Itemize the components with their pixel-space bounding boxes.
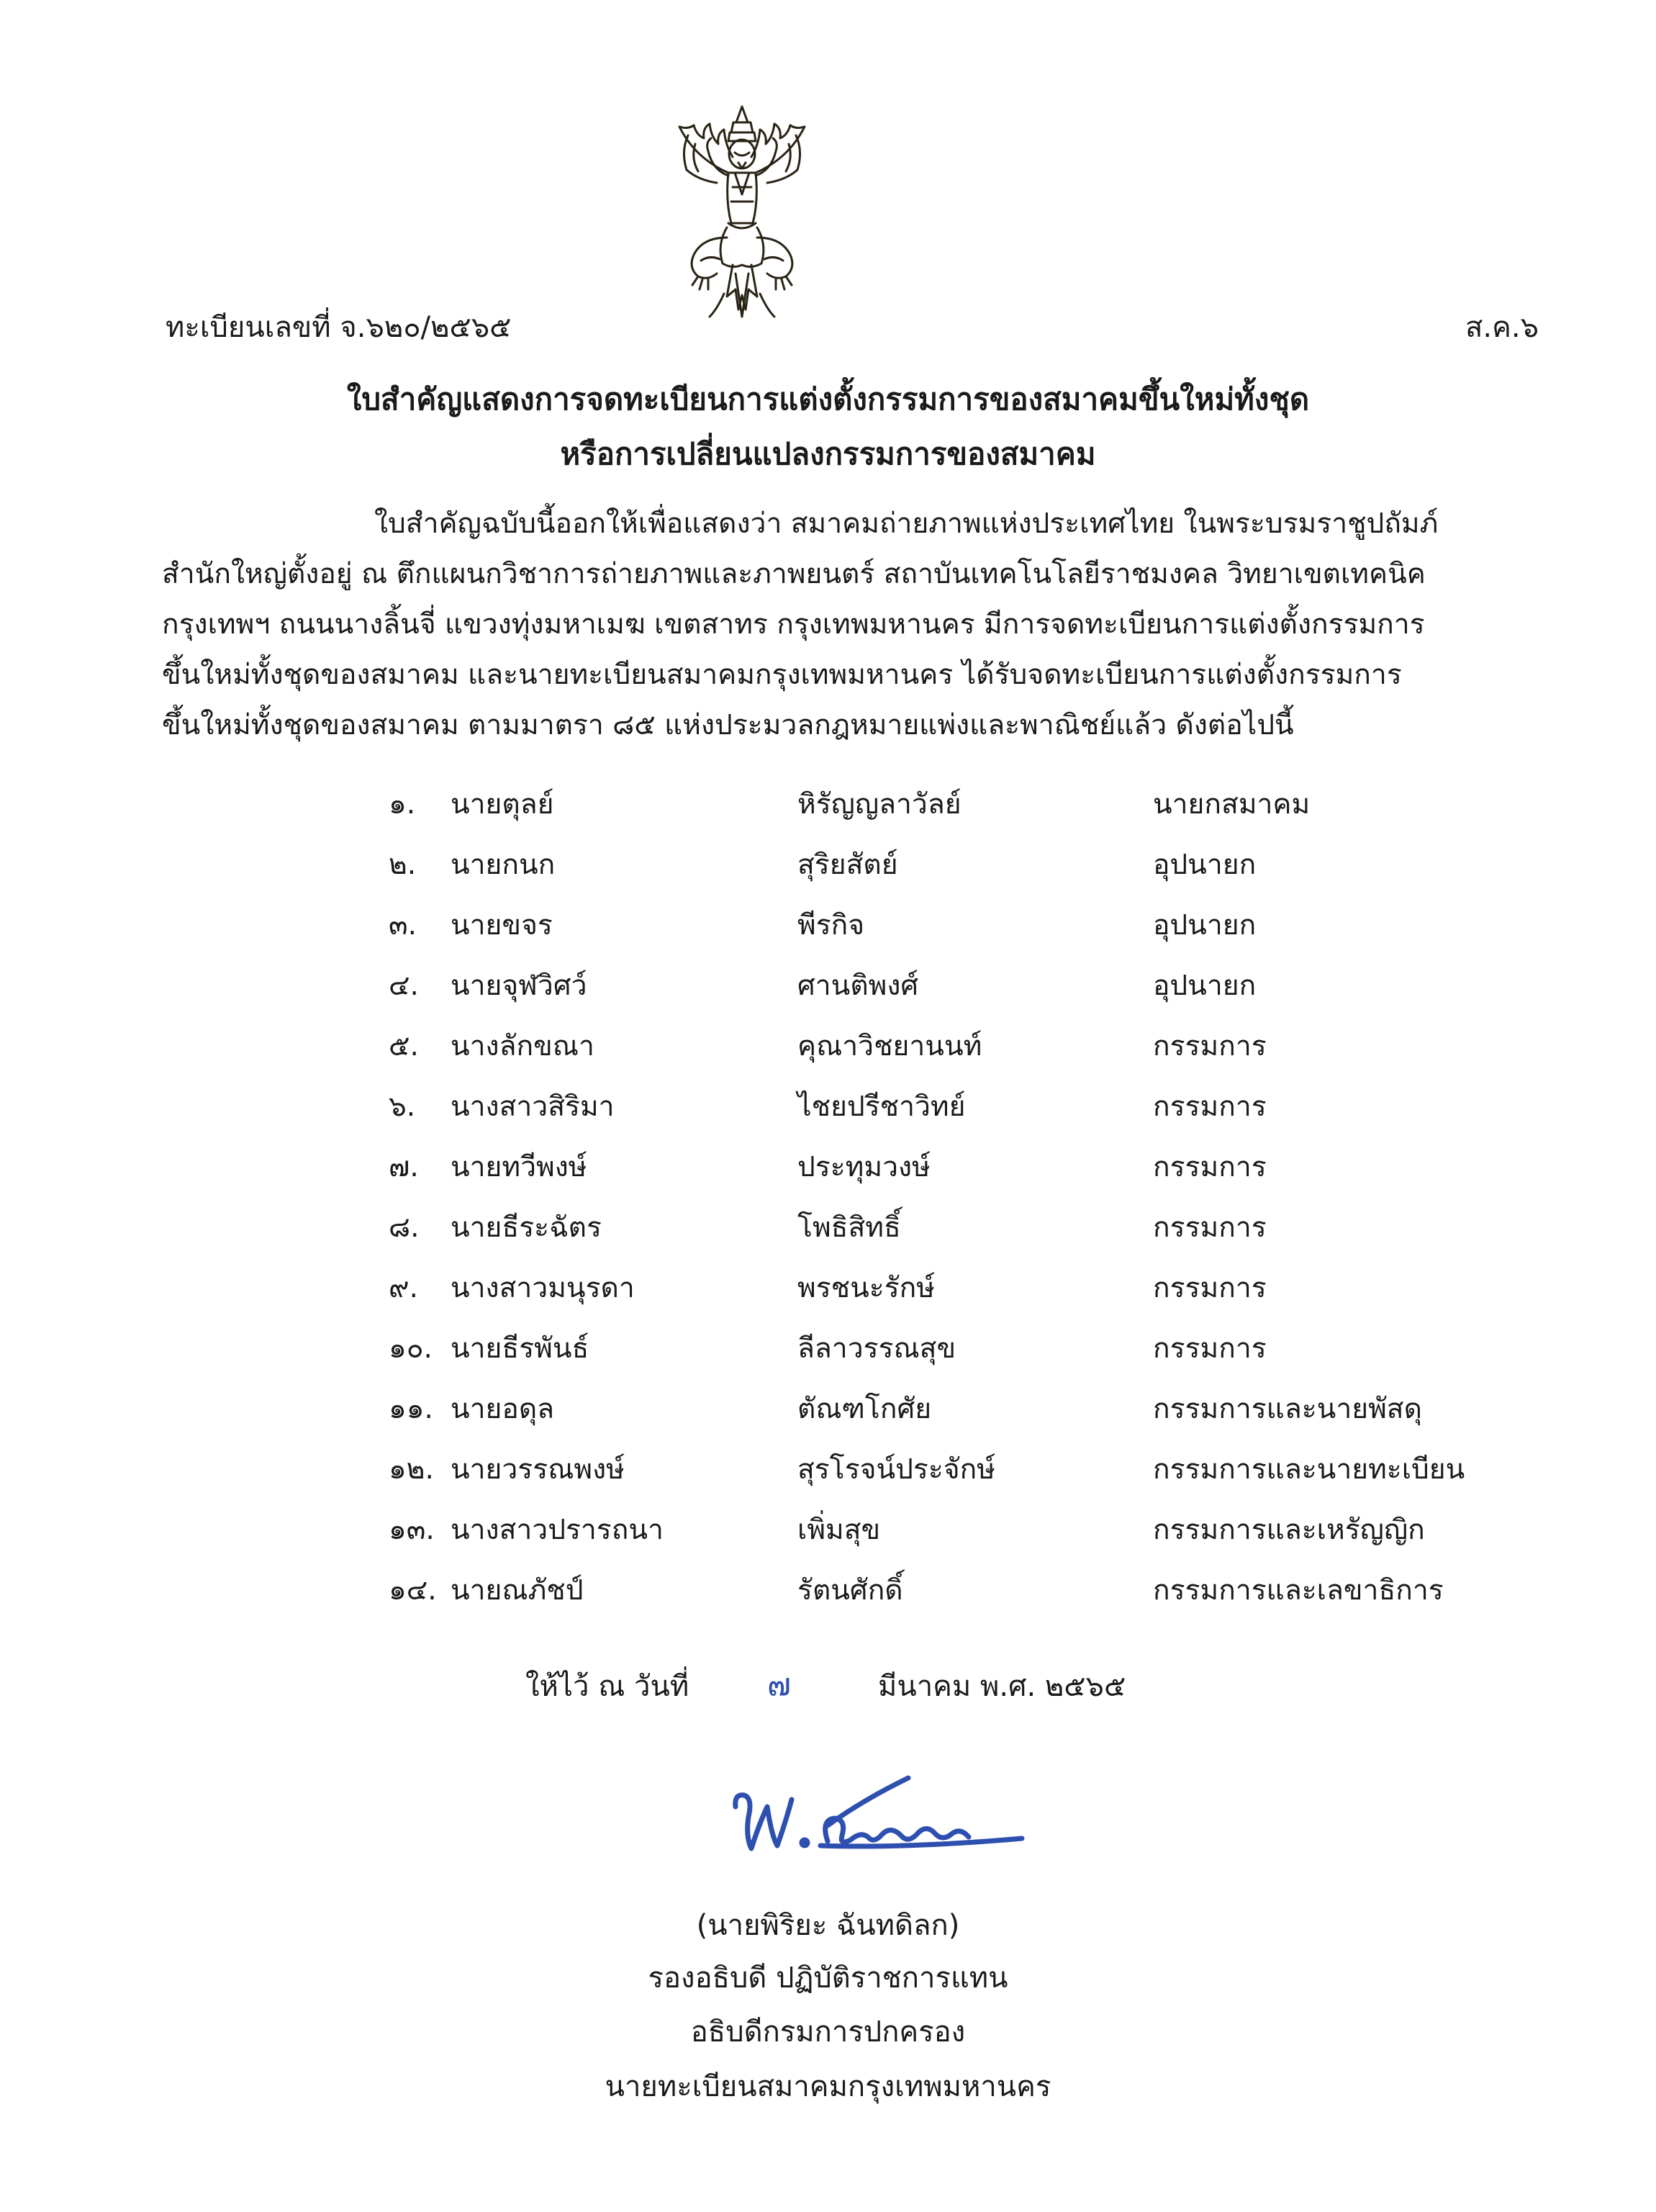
member-last-name: เพิ่มสุข <box>797 1514 881 1546</box>
member-row <box>0 1568 1656 1611</box>
member-number: ๕. <box>389 1030 419 1062</box>
member-first-name: นายอดุล <box>451 1393 555 1425</box>
form-code: ส.ค.๖ <box>1465 311 1539 344</box>
signer-title-1: รองอธิบดี ปฏิบัติราชการแทน <box>648 1962 1008 1995</box>
document-title-line-2: หรือการเปลี่ยนแปลงกรรมการของสมาคม <box>560 436 1096 471</box>
member-first-name: นายตุลย์ <box>451 788 554 821</box>
signer-title-3: นายทะเบียนสมาคมกรุงเทพมหานคร <box>605 2070 1051 2103</box>
member-number: ๑๑. <box>389 1393 433 1425</box>
member-position: อุปนายก <box>1153 909 1257 942</box>
member-row <box>0 1145 1656 1188</box>
member-row <box>0 1265 1656 1309</box>
member-first-name: นางสาวปรารถนา <box>451 1514 664 1546</box>
member-number: ๑๔. <box>389 1574 437 1607</box>
member-position: กรรมการ <box>1153 1272 1267 1304</box>
member-position: กรรมการ <box>1153 1211 1267 1244</box>
member-first-name: นายทวีพงษ์ <box>451 1151 587 1183</box>
body-line-3: กรุงเทพฯ ถนนนางลิ้นจี่ แขวงทุ่งมหาเมฆ เขตสาทร กรุงเทพมหานคร มีการจดทะเบียนการแต่งตั้งกรรมการ <box>162 608 1425 641</box>
member-first-name: นายณภัชป์ <box>451 1574 584 1607</box>
member-last-name: ไชยปรีชาวิทย์ <box>797 1091 966 1123</box>
member-number: ๑๒. <box>389 1453 434 1486</box>
member-row <box>0 1024 1656 1067</box>
member-number: ๘. <box>389 1211 420 1244</box>
issue-month-year: มีนาคม พ.ศ. ๒๕๖๕ <box>878 1670 1126 1703</box>
member-position: นายกสมาคม <box>1153 788 1311 821</box>
member-row <box>0 1326 1656 1369</box>
body-line-2: สำนักใหญ่ตั้งอยู่ ณ ตึกแผนกวิชาการถ่ายภาพและภาพยนตร์ สถาบันเทคโนโลยีราชมงคล วิทยาเขตเทคนิค <box>162 558 1426 590</box>
member-first-name: นายธีระฉัตร <box>451 1211 602 1244</box>
member-number: ๖. <box>389 1091 416 1123</box>
member-number: ๒. <box>389 849 417 881</box>
body-line-4: ขึ้นใหม่ทั้งชุดของสมาคม และนายทะเบียนสมาคมกรุงเทพมหานคร ได้รับจดทะเบียนการแต่งตั้งกรรมการ <box>162 659 1402 691</box>
member-number: ๙. <box>389 1272 418 1304</box>
member-row <box>0 842 1656 885</box>
document-title-line-1: ใบสำคัญแสดงการจดทะเบียนการแต่งตั้งกรรมการของสมาคมขึ้นใหม่ทั้งชุด <box>346 382 1310 417</box>
signer-title-2: อธิบดีกรมการปกครอง <box>690 2015 966 2049</box>
issue-date-prefix: ให้ไว้ ณ วันที่ <box>525 1670 689 1703</box>
member-number: ๑๐. <box>389 1332 433 1365</box>
member-row <box>0 782 1656 825</box>
member-position: กรรมการและเหรัญญิก <box>1153 1514 1425 1546</box>
member-position: กรรมการและเลขาธิการ <box>1153 1574 1444 1607</box>
member-number: ๑๓. <box>389 1514 435 1546</box>
member-position: กรรมการ <box>1153 1151 1267 1183</box>
member-row <box>0 963 1656 1006</box>
issue-day: ๗ <box>767 1666 792 1703</box>
registration-number: ทะเบียนเลขที่ จ.๖๒๐/๒๕๖๕ <box>166 311 512 344</box>
member-last-name: สุรโรจน์ประจักษ์ <box>797 1453 995 1486</box>
signer-name: (นายพิริยะ ฉันทดิลก) <box>696 1909 960 1942</box>
member-last-name: โพธิสิทธิ์ <box>797 1211 901 1244</box>
member-position: อุปนายก <box>1153 970 1257 1002</box>
member-number: ๑. <box>389 788 416 821</box>
member-last-name: ประทุมวงษ์ <box>797 1151 931 1183</box>
body-line-1: ใบสำคัญฉบับนี้ออกให้เพื่อแสดงว่า สมาคมถ่ายภาพแห่งประเทศไทย ในพระบรมราชูปถัมภ์ <box>374 507 1439 540</box>
member-row <box>0 903 1656 946</box>
member-row <box>0 1447 1656 1490</box>
member-row <box>0 1205 1656 1248</box>
member-last-name: ศานติพงศ์ <box>797 970 919 1002</box>
member-first-name: นางลักขณา <box>451 1030 594 1062</box>
member-number: ๓. <box>389 909 417 942</box>
member-position: อุปนายก <box>1153 849 1257 881</box>
member-row <box>0 1386 1656 1430</box>
member-last-name: ลีลาวรรณสุข <box>797 1332 956 1365</box>
body-line-5: ขึ้นใหม่ทั้งชุดของสมาคม ตามมาตรา ๘๕ แห่งประมวลกฎหมายแพ่งและพาณิชย์แล้ว ดังต่อไปนี้ <box>162 709 1294 741</box>
member-first-name: นายขจร <box>451 909 553 942</box>
member-last-name: คุณาวิชยานนท์ <box>797 1030 982 1062</box>
handwritten-signature <box>720 1756 1029 1864</box>
member-first-name: นางสาวมนุรดา <box>451 1272 635 1304</box>
member-position: กรรมการ <box>1153 1091 1267 1123</box>
member-position: กรรมการ <box>1153 1332 1267 1365</box>
member-number: ๔. <box>389 970 419 1002</box>
member-first-name: นายธีรพันธ์ <box>451 1332 589 1365</box>
member-last-name: รัตนศักดิ์ <box>797 1574 903 1607</box>
member-position: กรรมการและนายทะเบียน <box>1153 1453 1465 1486</box>
member-row <box>0 1507 1656 1550</box>
member-row <box>0 1084 1656 1127</box>
member-first-name: นายจุฬวิศว์ <box>451 970 587 1002</box>
member-last-name: พีรกิจ <box>797 909 865 942</box>
member-last-name: ตัณฑโกศัย <box>797 1393 932 1425</box>
member-last-name: หิรัญญลาวัลย์ <box>797 788 962 821</box>
member-first-name: นางสาวสิริมา <box>451 1091 615 1123</box>
member-last-name: สุริยสัตย์ <box>797 849 898 881</box>
garuda-emblem-icon <box>666 101 818 328</box>
member-first-name: นายวรรณพงษ์ <box>451 1453 625 1486</box>
member-number: ๗. <box>389 1151 419 1183</box>
member-position: กรรมการและนายพัสดุ <box>1153 1393 1422 1425</box>
member-position: กรรมการ <box>1153 1030 1267 1062</box>
member-last-name: พรชนะรักษ์ <box>797 1272 936 1304</box>
member-first-name: นายกนก <box>451 849 556 881</box>
